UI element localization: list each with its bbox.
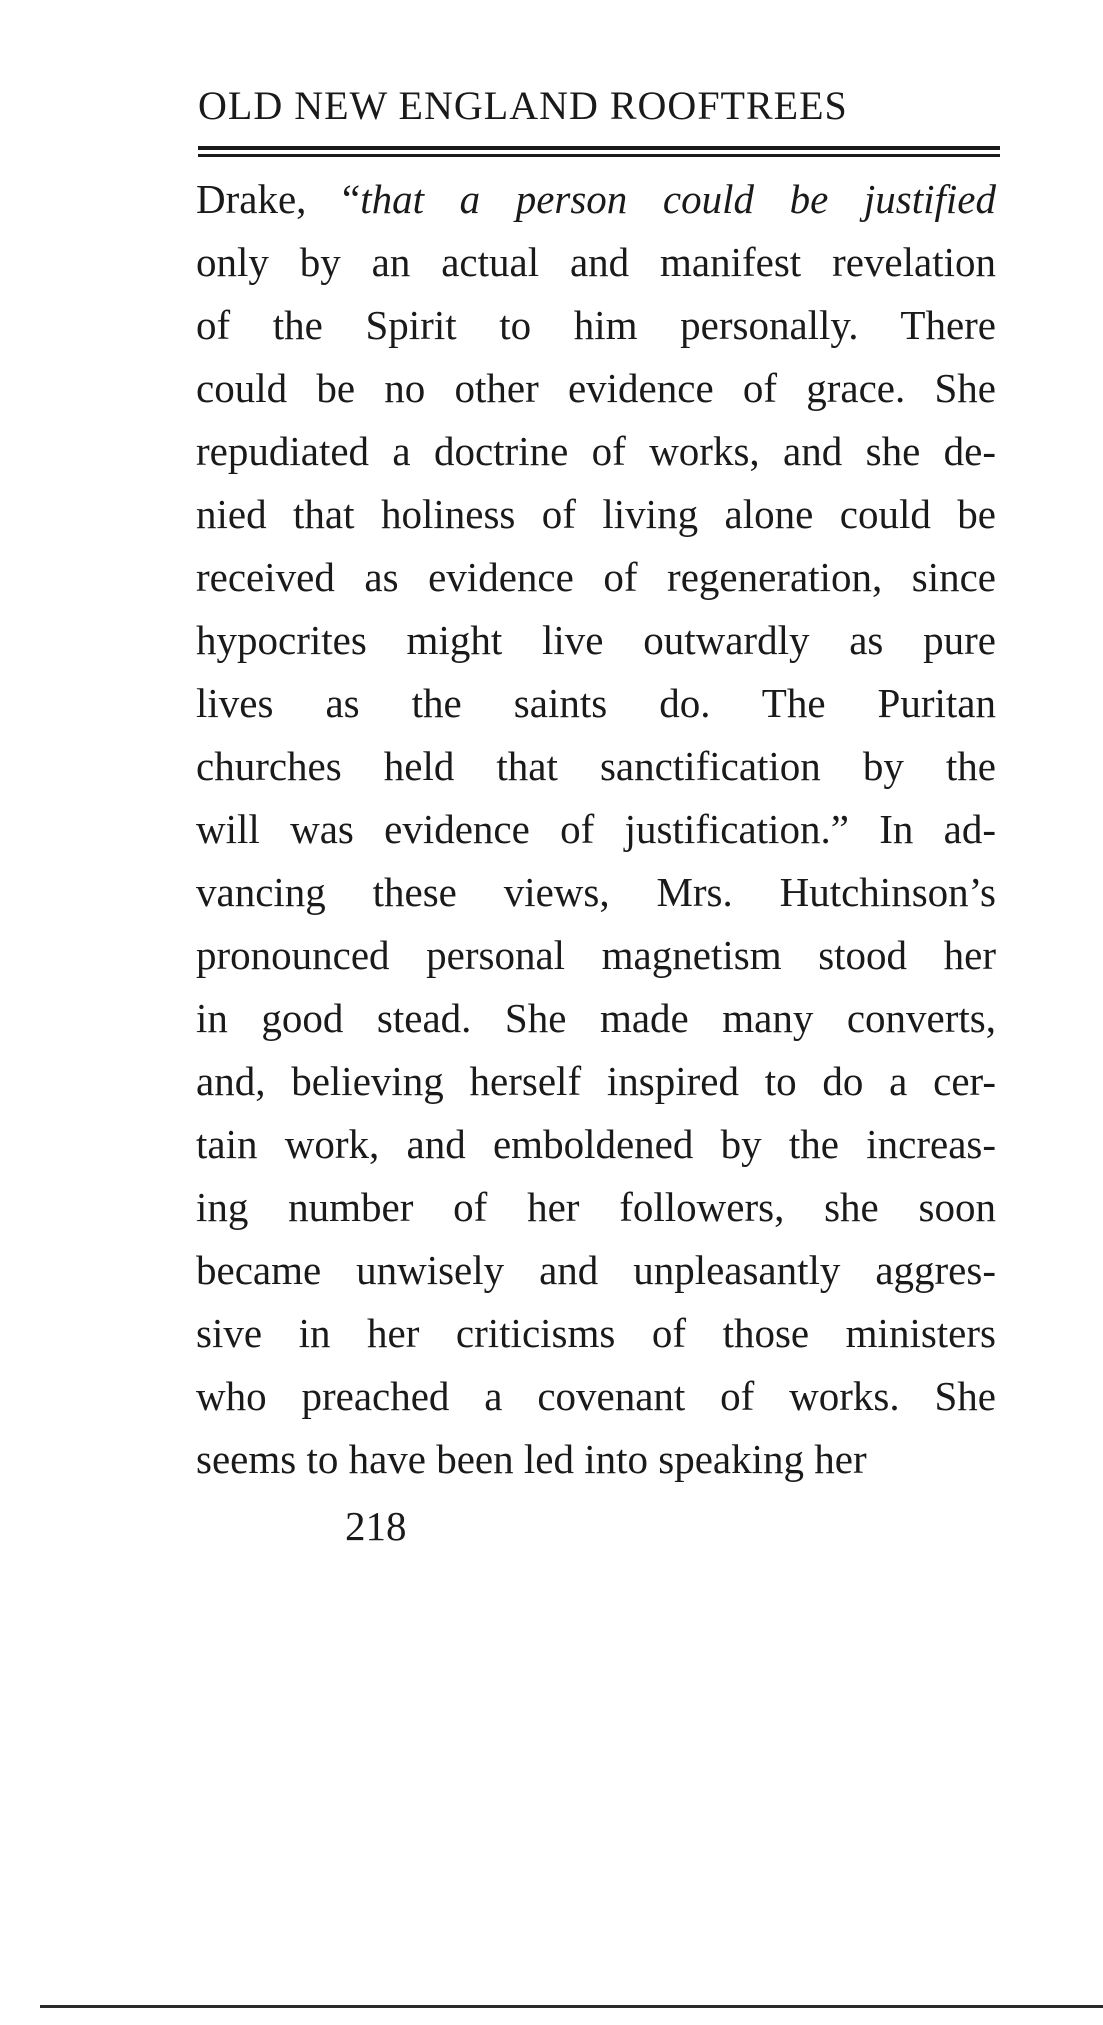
- text-line: of the Spirit to him personally. There: [196, 302, 996, 348]
- text-line: ing number of her followers, she soon: [196, 1184, 996, 1230]
- text-line: pronounced personal magnetism stood her: [196, 932, 996, 978]
- running-head: OLD NEW ENGLAND ROOFTREES: [198, 83, 848, 128]
- page-number: 218: [345, 1503, 407, 1549]
- text-line: churches held that sanctification by the: [196, 743, 996, 789]
- text-line: in good stead. She made many converts,: [196, 995, 996, 1041]
- text-line: only by an actual and manifest revelation: [196, 239, 996, 285]
- text-line: sive in her criticisms of those ministers: [196, 1310, 996, 1356]
- header-rule-top: [198, 146, 1000, 150]
- text-line: tain work, and emboldened by the increas-: [196, 1121, 996, 1167]
- text-line: could be no other evidence of grace. She: [196, 365, 996, 411]
- text-line: seems to have been led into speaking her: [196, 1436, 867, 1482]
- text-line: vancing these views, Mrs. Hutchinson’s: [196, 869, 996, 915]
- text-line: lives as the saints do. The Puritan: [196, 680, 996, 726]
- body-text: [196, 168, 996, 1491]
- text-line: [196, 168, 996, 231]
- text-line: nied that holiness of living alone could be: [196, 491, 996, 537]
- italic-quote: that a person could be justified: [360, 176, 997, 222]
- text-line: who preached a covenant of works. She: [196, 1373, 996, 1419]
- page-bottom-rule: [40, 2005, 1103, 2008]
- text-line: became unwisely and unpleasantly aggres-: [196, 1247, 996, 1293]
- header-rule-bottom: [198, 154, 1000, 157]
- text-line: hypocrites might live outwardly as pure: [196, 617, 996, 663]
- text-line: repudiated a doctrine of works, and she de-: [196, 428, 996, 474]
- text-line: will was evidence of justification.” In ad-: [196, 806, 996, 852]
- text-line: received as evidence of regeneration, since: [196, 554, 996, 600]
- text-line: and, believing herself inspired to do a cer-: [196, 1058, 996, 1104]
- line-prefix: Drake, “: [196, 176, 361, 222]
